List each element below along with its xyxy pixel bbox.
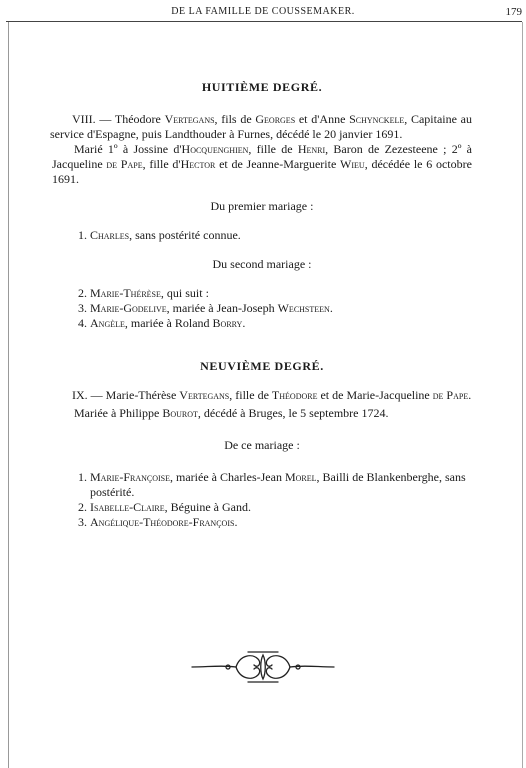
spouse-surname: Morel xyxy=(284,470,317,484)
marriage-label: De ce mariage : xyxy=(224,438,300,452)
child-name: Angélique-Théodore-François xyxy=(90,515,235,529)
surname: Vertegans xyxy=(164,112,215,126)
child-name: Charles xyxy=(90,228,130,242)
mother-surname: Schynckele xyxy=(349,112,405,126)
child-number: 4. xyxy=(78,316,90,330)
child-tail: . xyxy=(329,301,333,315)
scroll-ornament-icon xyxy=(188,649,338,685)
wife1-surname: Hocquenghien xyxy=(181,142,249,156)
entry-label: VIII. — Théodore xyxy=(72,112,165,126)
left-border xyxy=(8,22,9,768)
child-detail: , qui suit : xyxy=(160,286,209,300)
child-tail: . xyxy=(242,316,246,330)
marriage-text: , décédé à Bruges, le 5 septembre 1724. xyxy=(197,406,389,420)
list-item xyxy=(78,316,472,331)
wife2-surname: de Pape xyxy=(106,157,143,171)
marriage-text: Marié 1º à Jossine d' xyxy=(74,142,182,156)
right-border xyxy=(522,22,523,768)
child-name: Marie-Françoise xyxy=(90,470,171,484)
first-marriage-label: Du premier mariage : xyxy=(210,199,314,213)
child-number: 2. xyxy=(78,500,90,514)
entry-text: . xyxy=(468,388,472,402)
entry-ix xyxy=(50,388,472,403)
child-detail: . xyxy=(234,515,238,529)
list-item xyxy=(78,301,472,316)
entry-viii xyxy=(50,112,472,142)
marriage-paragraph xyxy=(52,406,472,421)
list-item xyxy=(78,515,472,530)
wife1-father: Henri xyxy=(297,142,326,156)
child-number: 3. xyxy=(78,515,90,529)
father-name: Georges xyxy=(255,112,296,126)
header-rule xyxy=(6,21,522,22)
list-item xyxy=(78,286,472,301)
spouse-surname: Wechsteen xyxy=(277,301,330,315)
first-children-list xyxy=(52,228,472,243)
marriage-text: , Baron de Zezesteene ; 2º à Jacqueline xyxy=(52,142,472,171)
child-name: Marie-Godelive xyxy=(90,301,167,315)
entry-label: IX. — Marie-Thérèse xyxy=(72,388,180,402)
child-detail: , mariée à Jean-Joseph xyxy=(166,301,278,315)
list-item xyxy=(78,500,472,515)
marriage-text: , fille d' xyxy=(142,157,181,171)
marriage-text: , fille de xyxy=(248,142,298,156)
entry-text: et d'Anne xyxy=(295,112,350,126)
child-detail: , Béguine à Gand. xyxy=(164,500,251,514)
child-number: 1. xyxy=(78,228,90,242)
child-number: 3. xyxy=(78,301,90,315)
section-heading-9: NEUVIÈME DEGRÉ. xyxy=(200,359,324,373)
page-body xyxy=(52,80,472,530)
section-heading-8: HUITIÈME DEGRÉ. xyxy=(201,80,323,94)
children-list xyxy=(52,470,472,530)
child-tail: , Bailli de Blankenberghe, sans postérité. xyxy=(90,470,466,499)
entry-text: , fille de xyxy=(229,388,272,402)
child-number: 2. xyxy=(78,286,90,300)
child-name: Marie-Thérèse xyxy=(90,286,161,300)
second-marriage-label: Du second mariage : xyxy=(212,257,312,271)
marriage-text: , décédée le 6 octobre 1691. xyxy=(52,157,472,186)
marriage-text: Mariée à Philippe xyxy=(74,406,163,420)
marriage-paragraph xyxy=(52,142,472,187)
father-name: Théodore xyxy=(271,388,318,402)
mother-surname: de Pape xyxy=(432,388,469,402)
entry-text: , Capitaine au service d'Espagne, puis Landthouder à Furnes, décédé le 20 janvier 1691. xyxy=(50,112,472,141)
second-children-list xyxy=(52,286,472,331)
list-item xyxy=(78,470,472,500)
child-detail: , sans postérité connue. xyxy=(129,228,241,242)
spouse-surname: Borry xyxy=(212,316,243,330)
child-detail: , mariée à Roland xyxy=(124,316,213,330)
entry-text: et de Marie-Jacqueline xyxy=(317,388,433,402)
child-name: Angèle xyxy=(90,316,125,330)
marriage-text: et de Jeanne-Marguerite xyxy=(215,157,341,171)
child-number: 1. xyxy=(78,470,90,484)
list-item xyxy=(78,228,472,243)
surname: Vertegans xyxy=(179,388,230,402)
page-number: 179 xyxy=(505,6,522,18)
child-detail: , mariée à Charles-Jean xyxy=(170,470,285,484)
wife2-mother-surname: Wieu xyxy=(340,157,365,171)
entry-text: , fils de xyxy=(214,112,256,126)
child-name: Isabelle-Claire xyxy=(90,500,165,514)
wife2-father: Hector xyxy=(180,157,216,171)
running-title: DE LA FAMILLE DE COUSSEMAKER. xyxy=(171,6,355,17)
husband-surname: Bourot xyxy=(162,406,198,420)
